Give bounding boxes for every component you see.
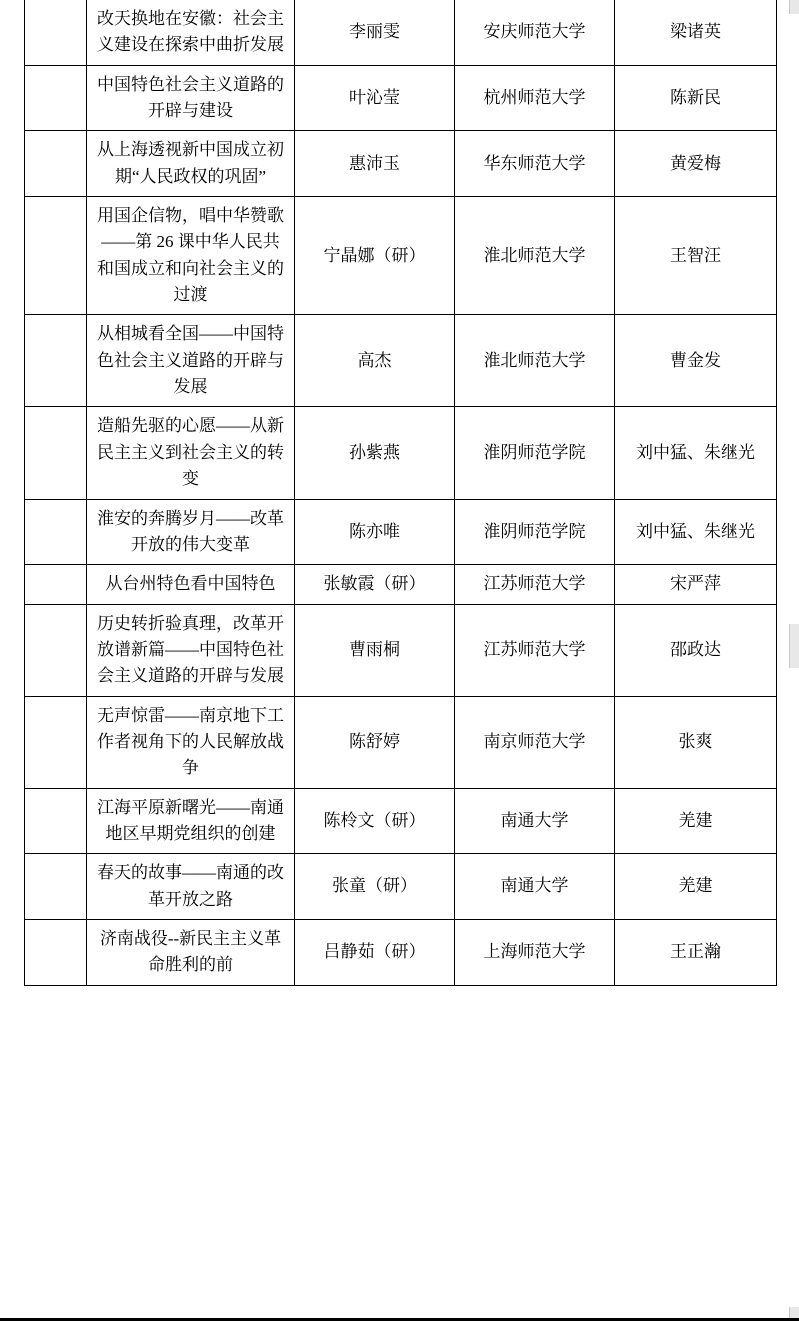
row-index-cell — [25, 131, 87, 197]
entry-school: 上海师范大学 — [455, 919, 615, 985]
entry-school: 淮阴师范学院 — [455, 499, 615, 565]
entry-mentor: 梁诸英 — [615, 0, 777, 65]
entry-author: 孙紫燕 — [295, 407, 455, 499]
entry-title: 春天的故事——南通的改革开放之路 — [87, 854, 295, 920]
entry-school: 淮北师范大学 — [455, 197, 615, 315]
entry-mentor: 刘中猛、朱继光 — [615, 407, 777, 499]
entry-mentor: 黄爱梅 — [615, 131, 777, 197]
row-index-cell — [25, 604, 87, 696]
entry-school: 安庆师范大学 — [455, 0, 615, 65]
entry-author: 曹雨桐 — [295, 604, 455, 696]
table-row — [25, 499, 777, 565]
entry-mentor: 王智汪 — [615, 197, 777, 315]
entry-school: 江苏师范大学 — [455, 565, 615, 604]
page-edge-marker-middle — [789, 624, 799, 668]
entry-school: 南通大学 — [455, 788, 615, 854]
entry-author: 宁晶娜（研） — [295, 197, 455, 315]
table-row — [25, 788, 777, 854]
entry-author: 张童（研） — [295, 854, 455, 920]
table-row — [25, 854, 777, 920]
table-row — [25, 131, 777, 197]
table-row — [25, 919, 777, 985]
table-row — [25, 315, 777, 407]
entry-author: 李丽雯 — [295, 0, 455, 65]
entry-school: 淮北师范大学 — [455, 315, 615, 407]
table-row — [25, 65, 777, 131]
row-index-cell — [25, 788, 87, 854]
entry-title: 从相城看全国——中国特色社会主义道路的开辟与发展 — [87, 315, 295, 407]
table-row — [25, 407, 777, 499]
entry-title: 历史转折验真理，改革开放谱新篇——中国特色社会主义道路的开辟与发展 — [87, 604, 295, 696]
row-index-cell — [25, 696, 87, 788]
entry-school: 杭州师范大学 — [455, 65, 615, 131]
entry-mentor: 王正瀚 — [615, 919, 777, 985]
row-index-cell — [25, 315, 87, 407]
entry-title: 济南战役--新民主主义革命胜利的前 — [87, 919, 295, 985]
row-index-cell — [25, 197, 87, 315]
entry-mentor: 邵政达 — [615, 604, 777, 696]
entry-mentor: 张爽 — [615, 696, 777, 788]
entry-author: 叶沁莹 — [295, 65, 455, 131]
entry-mentor: 羌建 — [615, 854, 777, 920]
entry-school: 淮阴师范学院 — [455, 407, 615, 499]
row-index-cell — [25, 854, 87, 920]
entry-mentor: 羌建 — [615, 788, 777, 854]
entry-author: 陈柃文（研） — [295, 788, 455, 854]
row-index-cell — [25, 919, 87, 985]
table-row — [25, 604, 777, 696]
entry-author: 张敏霞（研） — [295, 565, 455, 604]
entry-title: 江海平原新曙光——南通地区早期党组织的创建 — [87, 788, 295, 854]
entry-title: 从台州特色看中国特色 — [87, 565, 295, 604]
table-row — [25, 696, 777, 788]
entry-title: 淮安的奔腾岁月——改革开放的伟大变革 — [87, 499, 295, 565]
table-row — [25, 197, 777, 315]
entry-title: 改天换地在安徽：社会主义建设在探索中曲折发展 — [87, 0, 295, 65]
entry-title: 造船先驱的心愿——从新民主主义到社会主义的转变 — [87, 407, 295, 499]
entry-title: 用国企信物，唱中华赞歌——第 26 课中华人民共和国成立和向社会主义的过渡 — [87, 197, 295, 315]
row-index-cell — [25, 565, 87, 604]
entries-table — [24, 0, 777, 986]
entry-author: 惠沛玉 — [295, 131, 455, 197]
entry-title: 从上海透视新中国成立初期“人民政权的巩固” — [87, 131, 295, 197]
entry-school: 南京师范大学 — [455, 696, 615, 788]
entry-author: 陈亦唯 — [295, 499, 455, 565]
entry-title: 无声惊雷——南京地下工作者视角下的人民解放战争 — [87, 696, 295, 788]
entry-author: 高杰 — [295, 315, 455, 407]
entry-mentor: 曹金发 — [615, 315, 777, 407]
row-index-cell — [25, 65, 87, 131]
entry-title: 中国特色社会主义道路的开辟与建设 — [87, 65, 295, 131]
page-edge-marker-top — [789, 0, 799, 14]
entry-mentor: 宋严萍 — [615, 565, 777, 604]
row-index-cell — [25, 0, 87, 65]
entry-mentor: 刘中猛、朱继光 — [615, 499, 777, 565]
entry-school: 华东师范大学 — [455, 131, 615, 197]
entry-mentor: 陈新民 — [615, 65, 777, 131]
row-index-cell — [25, 407, 87, 499]
entry-author: 陈舒婷 — [295, 696, 455, 788]
table-row — [25, 0, 777, 65]
row-index-cell — [25, 499, 87, 565]
entry-school: 南通大学 — [455, 854, 615, 920]
table-row — [25, 565, 777, 604]
entry-author: 吕静茹（研） — [295, 919, 455, 985]
entry-school: 江苏师范大学 — [455, 604, 615, 696]
